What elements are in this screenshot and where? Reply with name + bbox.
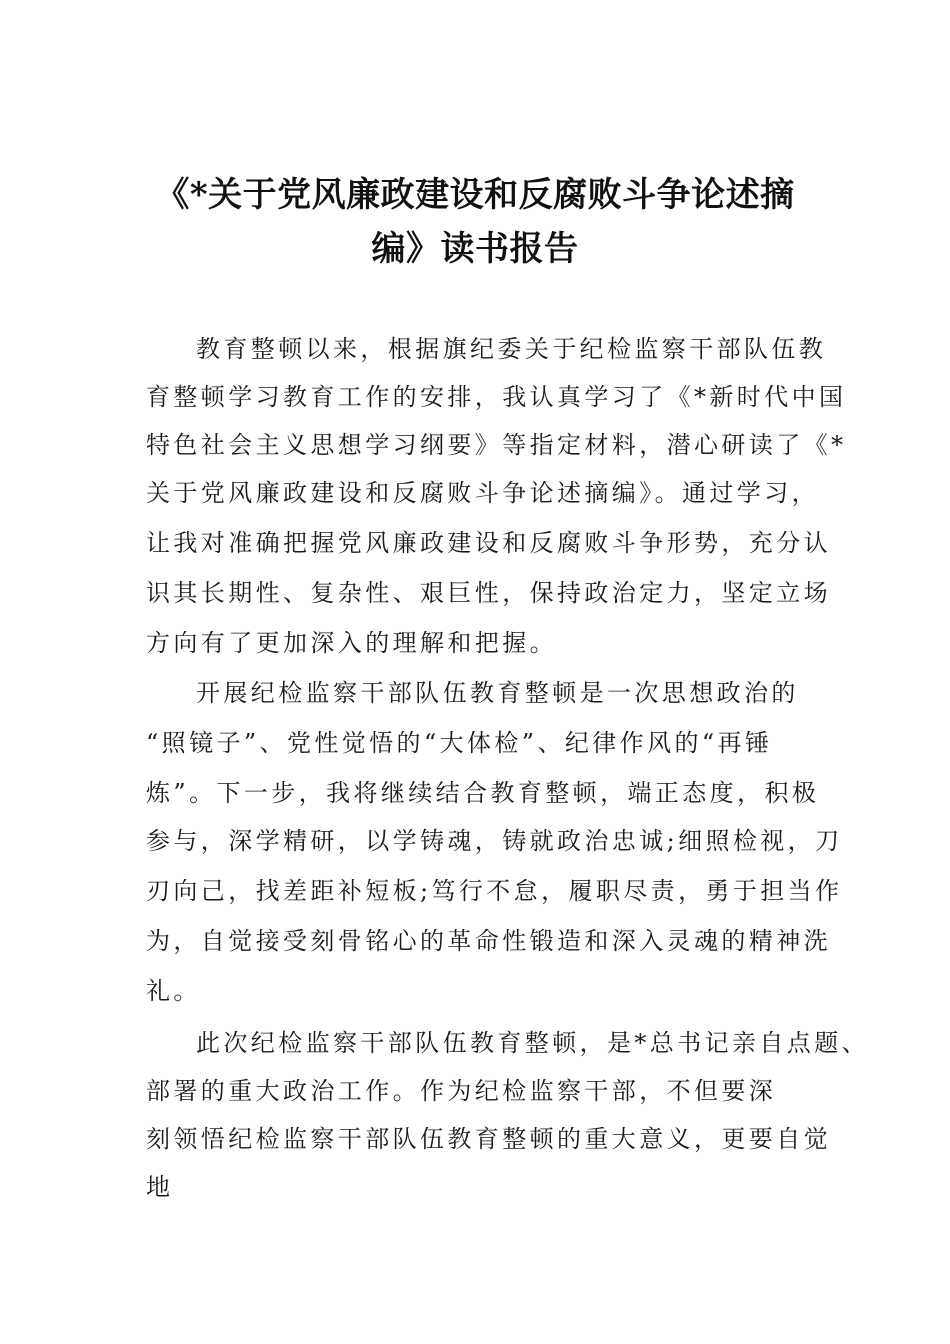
document-title-line-1: 《*关于党风廉政建设和反腐败斗争论述摘 xyxy=(155,175,795,215)
paragraph-2-line-5: 刃向己，找差距补短板;笃行不怠，履职尽责，勇于担当作 xyxy=(146,877,843,905)
paragraph-3-line-4: 地 xyxy=(146,1173,174,1201)
paragraph-3-line-1: 此次纪检监察干部队伍教育整顿，是*总书记亲自点题、 xyxy=(196,1029,869,1057)
paragraph-1-line-3: 特色社会主义思想学习纲要》等指定材料，潜心研读了《* xyxy=(146,431,847,459)
paragraph-2-line-4: 参与，深学精研，以学铸魂，铸就政治忠诚;细照检视，刀 xyxy=(146,827,843,855)
paragraph-3-line-2: 部署的重大政治工作。作为纪检监察干部，不但要深 xyxy=(146,1077,777,1105)
paragraph-1-line-2: 育整顿学习教育工作的安排，我认真学习了《*新时代中国 xyxy=(146,383,847,411)
paragraph-1-line-6: 识其长期性、复杂性、艰巨性，保持政治定力，坚定立场 xyxy=(146,579,831,607)
paragraph-3-line-3: 刻领悟纪检监察干部队伍教育整顿的重大意义，更要自觉 xyxy=(146,1125,831,1153)
paragraph-1-line-1: 教育整顿以来，根据旗纪委关于纪检监察干部队伍教 xyxy=(196,335,827,363)
paragraph-2-line-1: 开展纪检监察干部队伍教育整顿是一次思想政治的 xyxy=(196,679,799,707)
paragraph-1-line-7: 方向有了更加深入的理解和把握。 xyxy=(146,629,557,657)
document-title-line-2: 编》读书报告 xyxy=(371,229,579,269)
paragraph-2-line-6: 为，自觉接受刻骨铭心的革命性锻造和深入灵魂的精神洗 xyxy=(146,927,831,955)
paragraph-1-line-4: 关于党风廉政建设和反腐败斗争论述摘编》。通过学习， xyxy=(146,479,819,507)
paragraph-2-line-7: 礼。 xyxy=(146,977,201,1005)
paragraph-2-line-2: “照镜子”、党性觉悟的“大体检”、纪律作风的“再锤 xyxy=(146,729,773,757)
paragraph-1-line-5: 让我对准确把握党风廉政建设和反腐败斗争形势，充分认 xyxy=(146,529,831,557)
paragraph-2-line-3: 炼”。下一步，我将继续结合教育整顿，端正态度，积极 xyxy=(146,779,820,807)
